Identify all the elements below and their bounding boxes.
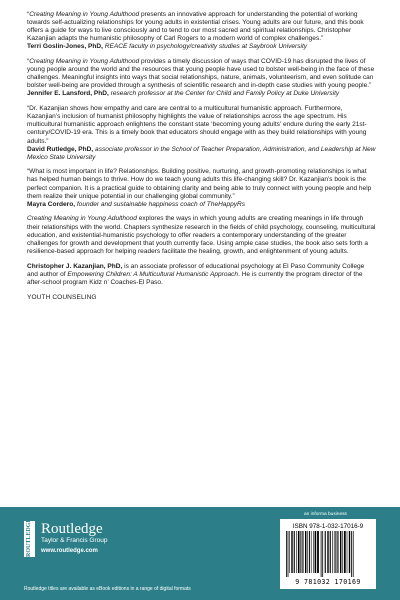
description-text: explores the ways in which young adults are creating meanings in life through their relationships with the world. Chapters synthesize research in the fields of child psychology, counseling, multicultural education, and existential-humanistic psychology to offer readers a contemporary understanding of the greater challenges for growth and development that youth currently face. Using ample case studies, the book also sets forth a resilience-based approach for helping readers facilitate the healing, growth, and enlightenment of young adults.	[27, 215, 376, 255]
publisher-name: Routledge	[41, 521, 103, 537]
publisher-footer-bar	[0, 507, 400, 600]
barcode-bar	[334, 531, 335, 573]
endorsement-segment: “What is most important in life? Relationships. Building positive, nurturing, and growth-promoting relationships is what has helped human beings to thrive. How do we teach young adults this life-changing skill? Dr. Kazanjian’s book is the perfect companion. It is a practical guide to obtaining clarity and being able to truly connect with young people and help them realize their unique potential in our challenging global community.”	[27, 168, 372, 200]
barcode-bar	[286, 531, 287, 577]
endorser-role: founder and sustainable happiness coach of TheHappyRs	[76, 200, 246, 208]
endorsement-text	[27, 105, 377, 145]
endorsement-text	[27, 11, 377, 43]
endorser-name: Mayra Cordero,	[27, 200, 76, 208]
barcode-bar	[288, 531, 289, 577]
endorsement-segment: “	[27, 58, 30, 66]
publisher-group: Taylor & Francis Group	[41, 537, 108, 544]
barcode-number: 9 781032 170169	[295, 578, 361, 586]
barcode-bar	[302, 531, 303, 573]
barcode-bar	[340, 531, 341, 573]
barcode-bar	[322, 531, 323, 577]
barcode-bar	[307, 531, 308, 573]
author-name: Christopher J. Kazanjian, PhD,	[27, 262, 123, 270]
barcode-bar	[335, 531, 336, 573]
endorsement-segment: “Dr. Kazanjian shows how empathy and care are central to a multicultural humanistic approach. Furthermore, Kazanjian’s inclusion of humanist philosophy highlights the value of relationships across the age spectrum. His multicultural humanistic approach enlightens the constant state ‘becoming young adults’ endure during the early 21st-century/COVID-19 era. This is a timely book that educators should engage with as they build relationships with young adults.”	[27, 105, 367, 145]
endorsement	[27, 58, 377, 98]
endorsement	[27, 11, 377, 51]
barcode-bar	[289, 531, 290, 573]
barcode-bar	[294, 531, 295, 573]
barcode-bar	[291, 531, 292, 573]
author-other-book: Empowering Children: A Multicultural Humanistic Approach	[67, 270, 239, 278]
book-title: Creating Meaning in Young Adulthood	[27, 215, 137, 223]
barcode-bar	[353, 531, 354, 577]
endorser-role: REACE faculty in psychology/creativity studies at Saybrook University	[104, 43, 308, 51]
barcode-bar	[351, 531, 352, 577]
barcode-bar	[315, 531, 317, 573]
bio-text-1: is an associate professor of educational psychology at El Paso Community College and author of	[27, 262, 365, 278]
barcode-bar	[347, 531, 348, 573]
endorsement-text	[27, 168, 377, 200]
endorser-role: associate professor in the School of Teacher Preparation, Administration, and Leadership at New Mexico State University	[27, 145, 376, 161]
endorsement-attribution	[27, 201, 377, 209]
endorser-name: Jennifer E. Lansford, PhD,	[27, 90, 109, 98]
barcode-bar	[311, 531, 312, 573]
barcode-bar	[330, 531, 331, 573]
barcode-bar	[337, 531, 338, 573]
barcode-bar	[325, 531, 326, 573]
endorsement-segment: “	[27, 11, 30, 18]
barcode-bar	[321, 531, 322, 577]
quoted-book-title: Creating Meaning in Young Adulthood	[29, 58, 140, 66]
endorsements	[27, 11, 377, 209]
barcode-bar	[305, 531, 306, 573]
bio-text-2: . He is currently the program director of the after-school program Kidz n’ Coaches-El Paso.	[27, 270, 363, 286]
barcode-panel	[280, 519, 376, 589]
endorsement-segment: presents an innovative approach for understanding the potential of working towards self-actualizing relationships for young adults in existential crises. Young adults are our future, and this book offers a guide for ways to live consciously and to tend to our most sacred and spiritual relationships. Christopher Kazanjian adapts the humanistic philosophy of Carl Rogers to a modern world of complex challenges.”	[27, 11, 364, 43]
barcode-bar	[309, 531, 310, 573]
ebook-note: Routledge titles are available as eBook editions in a range of digital formats	[24, 586, 191, 592]
quoted-book-title: Creating Meaning in Young Adulthood	[29, 11, 140, 18]
back-cover-text	[27, 11, 377, 302]
informa-tagline: an informa business	[304, 512, 347, 517]
routledge-mark-icon: ROUTLEDGE	[24, 521, 35, 557]
endorsement-attribution	[27, 43, 377, 51]
routledge-logo	[24, 518, 174, 561]
subject-category: YOUTH COUNSELING	[27, 293, 97, 301]
barcode-bar	[300, 531, 301, 573]
endorser-role: research professor at the Center for Child and Family Policy at Duke University	[110, 90, 340, 98]
isbn-label: ISBN 978-1-032-17016-9	[292, 523, 364, 530]
publisher-url[interactable]: www.routledge.com	[41, 548, 98, 554]
endorsement-segment: provides a timely discussion of ways that COVID-19 has disrupted the lives of young people around the world and the resources that young people have used to bolster well-being in the face of these challenges. Meaningful insights into ways that social relationships, nature, animals, volunteerism, and even solitude can bolster well-being are provided through a synthesis of scientific research and in-depth case studies with young people.”	[27, 58, 375, 90]
endorsement-attribution	[27, 90, 377, 98]
barcode-bar	[342, 531, 343, 573]
endorser-name: David Rutledge, PhD,	[27, 145, 94, 153]
barcode-bar	[344, 531, 346, 573]
endorsement-text	[27, 58, 377, 90]
barcode-bar	[317, 531, 319, 573]
endorsement-attribution	[27, 146, 377, 162]
barcode-bar	[332, 531, 333, 573]
endorsement	[27, 105, 377, 162]
barcode-bar	[298, 531, 300, 573]
barcode-bar	[296, 531, 297, 573]
barcode-bar	[327, 531, 328, 573]
endorser-name: Terri Goslin-Jones, PhD,	[27, 43, 103, 51]
barcode-bar	[313, 531, 314, 573]
author-bio	[27, 263, 377, 287]
barcode-icon	[284, 531, 372, 577]
book-description	[27, 215, 377, 255]
barcode-bar	[349, 531, 350, 573]
endorsement	[27, 168, 377, 208]
